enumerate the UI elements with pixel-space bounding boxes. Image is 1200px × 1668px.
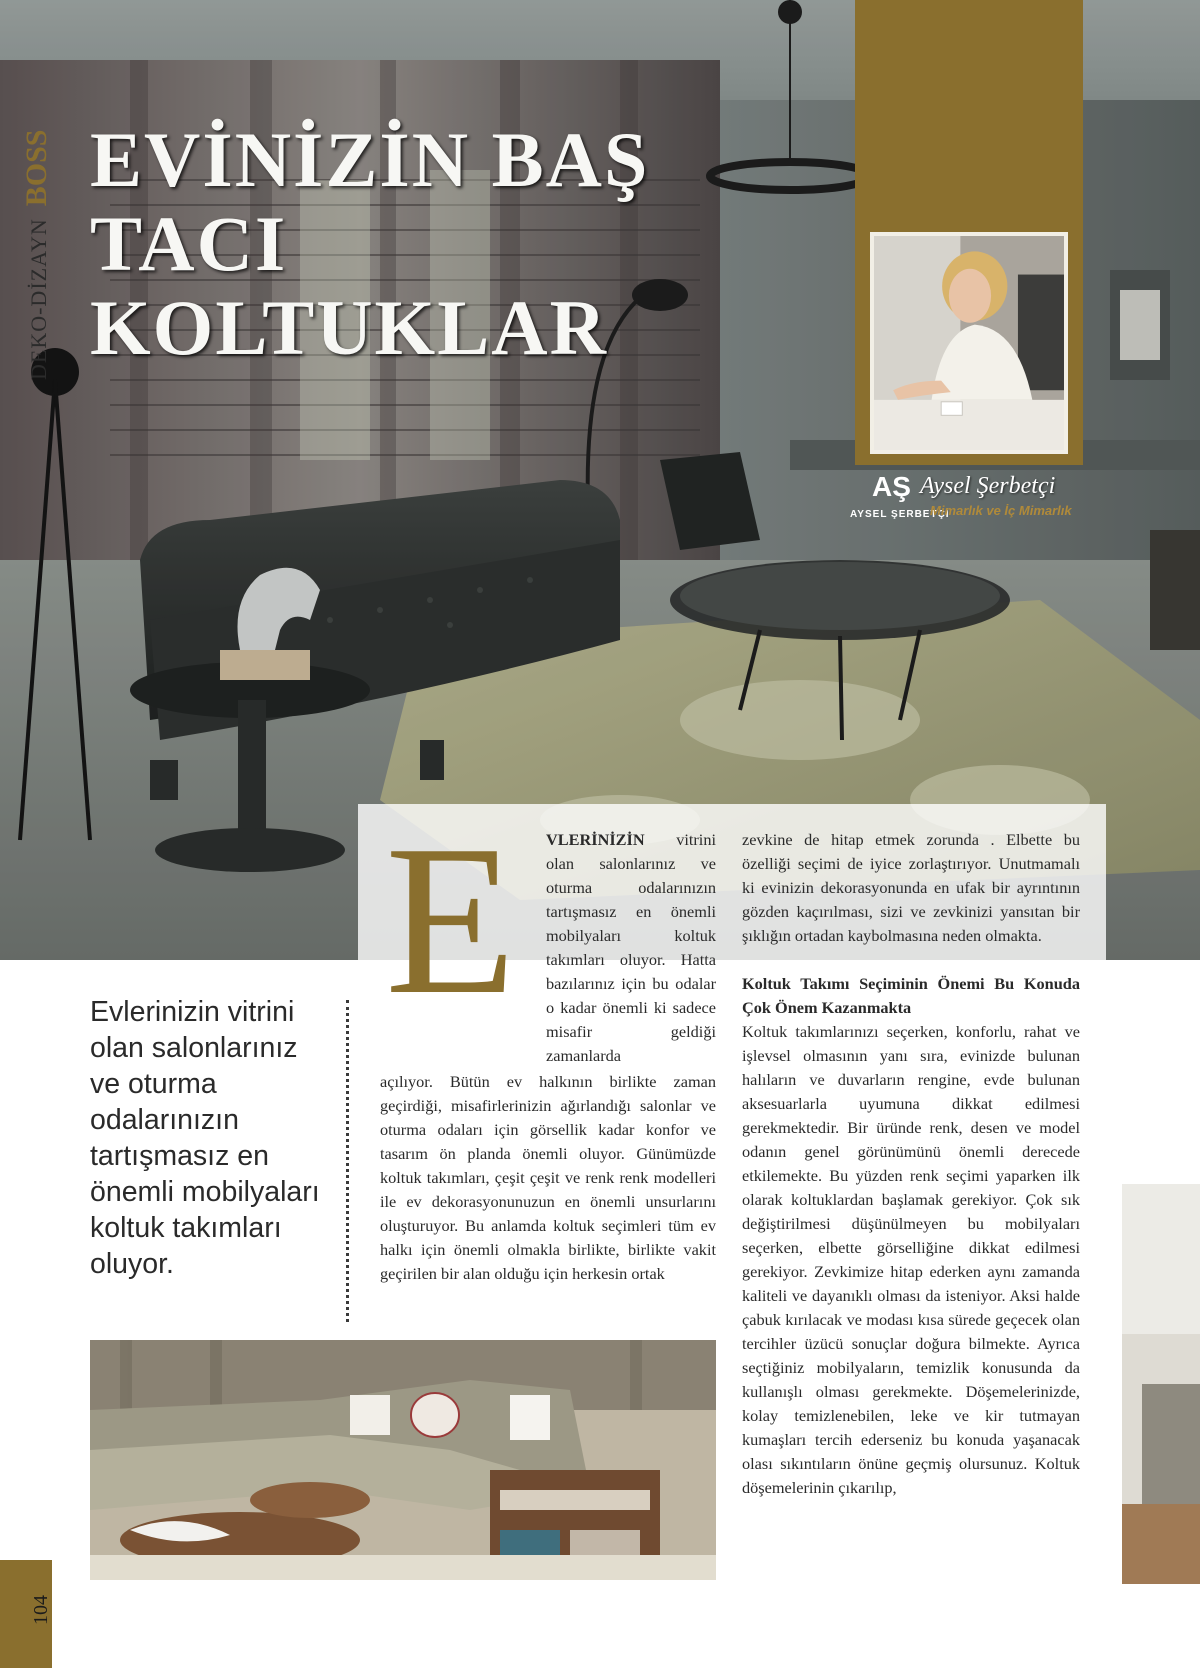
living-room-photo [90,1340,716,1580]
section-label [20,60,60,380]
column-2-intro: zevkine de hitap etmek zorunda . Elbette bu özelliği seçimi de iyice zorlaştırıyor. Unutmamalı ki evinizin dekorasyonunda en ufak bir ayrıntının gözden kaçırılması, sizi ve zevkinizi yansıtan bir şıklığın ortadan kaybolmasına neden olmakta. [742,830,1080,945]
right-edge-photo [1122,1184,1200,1584]
paragraph-gap [742,948,1080,972]
lead-word: VLERİNİZİN [546,830,645,849]
column-1-top-text: vitrini olan salonlarınız ve oturma odalarınızın tartışmasız en önemli mobilyaları koltuk takımları oluyor. Hatta bazılarınız için bu odalar o kadar önemli ki sadece misafir geldiği zamanlarda [546,830,716,1065]
designer-logo [850,467,1090,527]
column-2 [742,828,1080,1500]
designer-name: Aysel Şerbetçi [920,473,1056,499]
title-line-1: EVİNİZİN BAŞ [90,116,650,203]
magazine-brand: BOSS [20,129,53,207]
section-name: DEKO-DİZAYN [26,218,51,380]
column-1-bottom: açılıyor. Bütün ev halkının birlikte zaman geçirdiği, misafirlerinizin ağırlandığı salonlar ve oturma odaları için görsellik kadar konfor ve tasarım ön planda önemli oluyor. Günümüzde koltuk takımları, çeşit çeşit ve renk renk modelleri ile ev dekorasyonunuzun en önemli unsurlarını oluşturuyor. Bu anlamda koltuk seçimleri tüm ev halkı için önemli olmakla birlikte, birlikte vakit geçirilen bir alan olduğu için herkesin ortak [380,1072,716,1283]
column-2-body: Koltuk takımlarınızı seçerken, konforlu, rahat ve işlevsel olmasının yanı sıra, evinizde bulunan halıların ve duvarların rengine, evde bulunan aksesuarlarla uyumuna dikkat edilmesi gerekmektedir. Bir üründe renk, desen ve model odanın genel görünümünü önemli derecede etkilemekte. Bu yüzden renk seçimi yaparken ilk olarak koltuklardan başlamak gerekiyor. Çok sık değiştirilmesi düşünülmeyen bu mobilyaları seçerken, elbette görselliğine dikkat edilmesi gerekiyor. Zevkimize hitap ederken aynı zamanda kaliteli ve dayanıklı olması da isteniyor. Aksi halde çabuk kırılacak ve modası kısa sürede geçecek olan tercihler üzücü sonuçlar doğura bilmekte. Ayrıca seçtiğiniz mobilyaların, temizlik konusunda da kullanışlı olması gerekmekte. Döşemelerinizde, kolay temizlenebilen, leke ve kir tutmayan kumaşları tercih ederseniz bu konuda yaşanacak olası sıkıntıların önüne geçmiş olursunuz. Koltuk döşemelerinin çıkarılıp, [742,1022,1080,1497]
column-1-top [546,828,716,1068]
pull-quote: Evlerinizin vitrini olan salonlarınız ve oturma odalarınızın tartışmasız en önemli mobilyaları koltuk takımları oluyor. [90,996,320,1280]
logo-wordmark: AYSEL ŞERBETÇİ [850,509,950,520]
logo-monogram: AŞ [872,471,911,502]
article-title [90,118,810,370]
author-portrait [870,232,1068,454]
dotted-divider [346,1000,349,1322]
logo-mark-icon [850,471,950,527]
subheading: Koltuk Takımı Seçiminin Önemi Bu Konuda Çok Önem Kazanmakta [742,974,1080,1017]
designer-subtitle: Mimarlık ve İç Mimarlık [930,503,1072,518]
page-number: 104 [30,1595,52,1625]
title-line-2: TACI KOLTUKLAR [90,200,608,371]
drop-cap: E [385,800,517,1039]
